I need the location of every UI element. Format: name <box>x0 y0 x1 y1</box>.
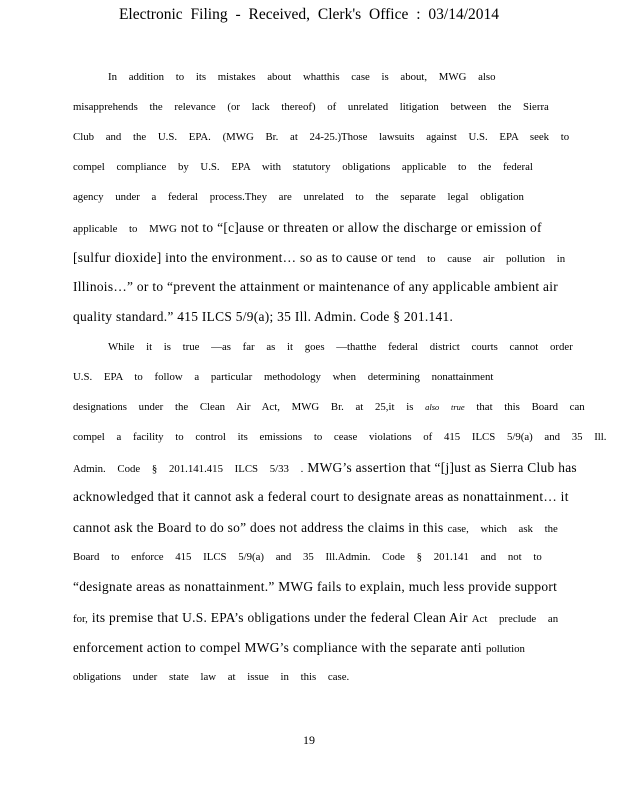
text-line <box>73 219 543 237</box>
text-line: Club and the U.S. EPA. (MWG Br. at 24-25.)Those lawsuits against U.S. EPA seek to <box>73 131 570 143</box>
text-run: cannot ask the Board to do so” does not address the claims in this <box>73 520 444 535</box>
text-line: While it is true —as far as it goes —thatthe federal district courts cannot order <box>108 341 573 353</box>
text-line: U.S. EPA to follow a particular methodology when determining nonattainment <box>73 371 494 383</box>
text-line: Board to enforce 415 ILCS 5/9(a) and 35 Ill.Admin. Code § 201.141 and not to <box>73 551 542 563</box>
text-run: MWG’s assertion that “[j]ust as Sierra Club has <box>307 460 577 475</box>
text-run: applicable to MWG <box>73 223 177 235</box>
text-line: “designate areas as nonattainment.” MWG fails to explain, much less provide support <box>73 579 558 594</box>
text-line <box>73 249 566 267</box>
text-run: that this Board can <box>476 401 585 413</box>
text-line: acknowledged that it cannot ask a federal court to designate areas as nonattainment… it <box>73 489 569 504</box>
text-line <box>73 401 585 413</box>
text-run: case, which ask the <box>447 523 558 535</box>
text-line: compel compliance by U.S. EPA with statutory obligations applicable to the federal <box>73 161 533 173</box>
page-header: Electronic Filing - Received, Clerk's Office : 03/14/2014 <box>118 6 500 23</box>
text-line: In addition to its mistakes about whatthis case is about, MWG also <box>108 71 496 83</box>
italic-text: also <box>425 402 440 412</box>
text-run: designations under the Clean Air Act, MWG Br. at 25,it is <box>73 401 414 413</box>
text-line <box>73 519 558 537</box>
text-line: agency under a federal process.They are unrelated to the separate legal obligation <box>73 191 524 203</box>
page-number: 19 <box>303 733 315 747</box>
text-line: misapprehends the relevance (or lack thereof) of unrelated litigation between the Sierra <box>73 101 549 113</box>
italic-text: true <box>450 402 465 412</box>
text-line <box>73 639 543 657</box>
text-run: its premise that U.S. EPA’s obligations under the federal Clean Air <box>91 610 468 625</box>
text-run: for, <box>73 613 88 625</box>
text-run: Admin. Code § 201.141.415 ILCS 5/33 . <box>73 463 304 475</box>
text-line: obligations under state law at issue in this case. <box>73 671 350 683</box>
text-run: [sulfur dioxide] into the environment… so as to cause or <box>73 250 393 265</box>
text-run: enforcement action to compel MWG’s compliance with the separate anti <box>73 640 482 655</box>
text-run: Act preclude an <box>471 613 559 625</box>
text-line: compel a facility to control its emissions to cease violations of 415 ILCS 5/9(a) and 35 Ill. <box>73 431 607 443</box>
text-run: pollution <box>485 643 525 655</box>
text-line <box>73 609 559 627</box>
text-line <box>73 459 577 477</box>
text-run: tend to cause air pollution in <box>396 253 566 265</box>
text-line: quality standard.” 415 ILCS 5/9(a); 35 Ill. Admin. Code § 201.141. <box>73 309 454 324</box>
text-run: not to “[c]ause or threaten or allow the discharge or emission of <box>180 220 542 235</box>
text-line: Illinois…” or to “prevent the attainment or maintenance of any applicable ambient air <box>73 279 559 294</box>
